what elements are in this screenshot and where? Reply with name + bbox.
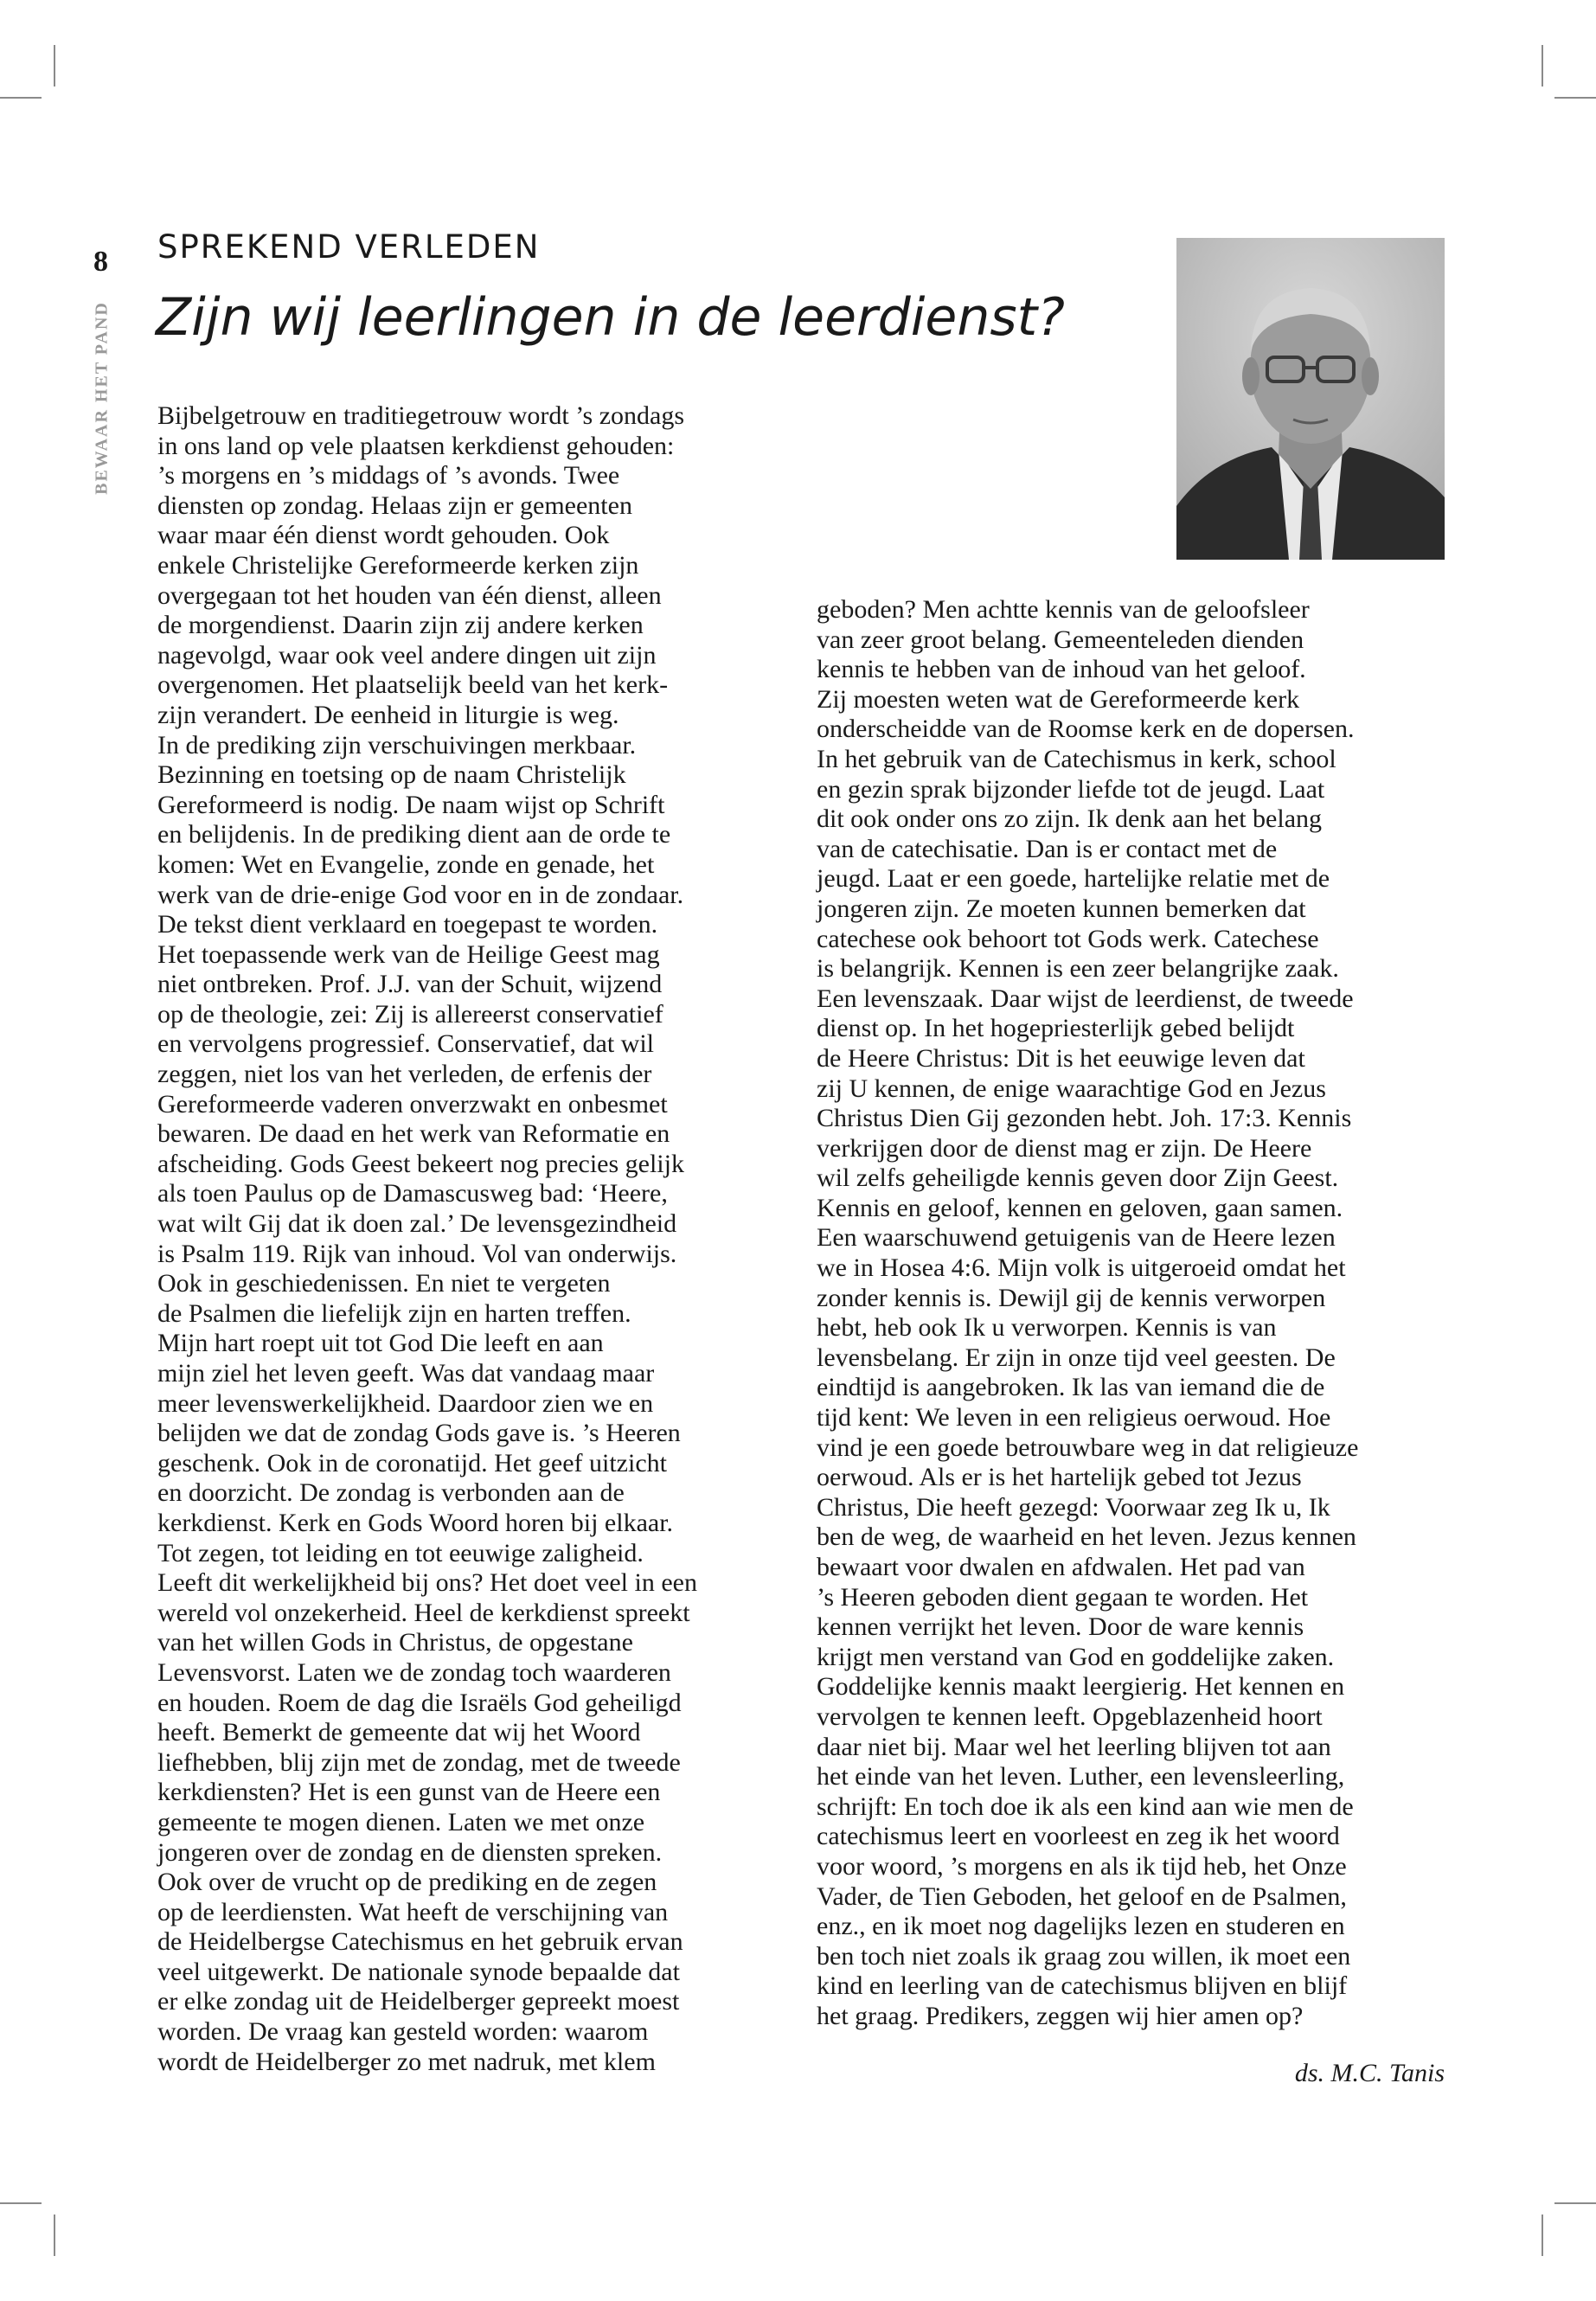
- article-column-right: geboden? Men achtte kennis van de geloofsleer van zeer groot belang. Gemeenteleden dienden kennis te hebben van de inhoud van het geloof. Zij moesten weten wat de Gereformeerde kerk onderscheidde van de Roomse kerk en de dopersen. In het gebruik van de Catechismus in kerk, school en gezin sprak bijzonder liefde tot de jeugd. Laat dit ook onder ons zo zijn. Ik denk aan het belang van de catechisatie. Dan is er contact met de jeugd. Laat er een goede, hartelijke relatie met de jongeren zijn. Ze moeten kunnen bemerken dat catechese ook behoort tot Gods werk. Catechese is belangrijk. Kennen is een zeer belangrijke zaak. Een levenszaak. Daar wijst de leerdienst, de tweede dienst op. In het hogepriesterlijk gebed belijdt de Heere Christus: Dit is het eeuwige leven dat zij U kennen, de enige waarachtige God en Jezus Christus Dien Gij gezonden hebt. Joh. 17:3. Kennis verkrijgen door de dienst mag er zijn. De Heere wil zelfs geheiligde kennis geven door Zijn Geest. Kennis en geloof, kennen en geloven, gaan samen. Een waarschuwend getuigenis van de Heere lezen we in Hosea 4:6. Mijn volk is uitgeroeid omdat het zonder kennis is. Dewijl gij de kennis verworpen hebt, heb ook Ik u verworpen. Kennis is van levensbelang. Er zijn in onze tijd veel geesten. De eindtijd is aangebroken. Ik las van iemand die de tijd kent: We leven in een religieus oerwoud. Hoe vind je een goede betrouwbare weg in dat religieuze oerwoud. Als er is het hartelijk gebed tot Jezus Christus, Die heeft gezegd: Voorwaar zeg Ik u, Ik ben de weg, de waarheid en het leven. Jezus kennen bewaart voor dwalen en afdwalen. Het pad van ’s Heeren geboden dient gegaan te worden. Het kennen verrijkt het leven. Door de ware kennis krijgt men verstand van God en goddelijke zaken. Goddelijke kennis maakt leergierig. Het kennen en vervolgen te kennen leeft. Opgeblazenheid hoort daar niet bij. Maar wel het leerling blijven tot aan het einde van het leven. Luther, een levensleerling, schrijft: En toch doe ik als een kind aan wie men de catechismus leert en voorleest en zeg ik het woord voor woord, ’s morgens en als ik tijd heb, het Onze Vader, de Tien Geboden, het geloof en de Psalmen, enz., en ik moet nog dagelijks lezen en studeren en ben toch niet zoals ik graag zou willen, ik moet een kind en leerling van de catechismus blijven en blijf het graag. Predikers, zeggen wij hier amen op?: [817, 595, 1359, 2030]
- crop-mark: [54, 2214, 55, 2256]
- author-portrait-photo: [1176, 238, 1445, 560]
- section-label: SPREKEND VERLEDEN: [157, 228, 541, 266]
- crop-mark: [0, 97, 42, 99]
- page-number: 8: [93, 246, 108, 278]
- running-head: [85, 294, 119, 502]
- crop-mark: [1554, 2202, 1596, 2204]
- portrait-illustration: [1176, 238, 1445, 560]
- article-column-left: Bijbelgetrouw en traditiegetrouw wordt ’s zondags in ons land op vele plaatsen kerkdienst gehouden: ’s morgens en ’s middags of ’s avonds. Twee diensten op zondag. Helaas zijn er gemeenten waar maar één dienst wordt gehouden. Ook enkele Christelijke Gereformeerde kerken zijn overgegaan tot het houden van één dienst, alleen de morgendienst. Daarin zijn zij andere kerken nagevolgd, waar ook veel andere dingen uit zijn overgenomen. Het plaatselijk beeld van het kerk- zijn verandert. De eenheid in liturgie is weg. In de prediking zijn verschuivingen merkbaar. Bezinning en toetsing op de naam Christelijk Gereformeerd is nodig. De naam wijst op Schrift en belijdenis. In de prediking dient aan de orde te komen: Wet en Evangelie, zonde en genade, het werk van de drie-enige God voor en in de zondaar. De tekst dient verklaard en toegepast te worden. Het toepassende werk van de Heilige Geest mag niet ontbreken. Prof. J.J. van der Schuit, wijzend op de theologie, zei: Zij is allereerst conservatief en vervolgens progressief. Conservatief, dat wil zeggen, niet los van het verleden, de erfenis der Gereformeerde vaderen onverzwakt en onbesmet bewaren. De daad en het werk van Reformatie en afscheiding. Gods Geest bekeert nog precies gelijk als toen Paulus op de Damascusweg bad: ‘Heere, wat wilt Gij dat ik doen zal.’ De levensgezindheid is Psalm 119. Rijk van inhoud. Vol van onderwijs. Ook in geschiedenissen. En niet te vergeten de Psalmen die liefelijk zijn en harten treffen. Mijn hart roept uit tot God Die leeft en aan mijn ziel het leven geeft. Was dat vandaag maar meer levenswerkelijkheid. Daardoor zien we en belijden we dat de zondag Gods gave is. ’s Heeren geschenk. Ook in de coronatijd. Het geef uitzicht en doorzicht. De zondag is verbonden aan de kerkdienst. Kerk en Gods Woord horen bij elkaar. Tot zegen, tot leiding en tot eeuwige zaligheid. Leeft dit werkelijkheid bij ons? Het doet veel in een wereld vol onzekerheid. Heel de kerkdienst spreekt van het willen Gods in Christus, de opgestane Levensvorst. Laten we de zondag toch waarderen en houden. Roem de dag die Israëls God geheiligd heeft. Bemerkt de gemeente dat wij het Woord liefhebben, blij zijn met de zondag, met de tweede kerkdiensten? Het is een gunst van de Heere een gemeente te mogen dienen. Laten we met onze jongeren over de zondag en de diensten spreken. Ook over de vrucht op de prediking en de zegen op de leerdiensten. Wat heeft de verschijning van de Heidelbergse Catechismus en het gebruik ervan veel uitgewerkt. De nationale synode bepaalde dat er elke zondag uit de Heidelberger gepreekt moest worden. De vraag kan gesteld worden: waarom wordt de Heidelberger zo met nadruk, met klem: [157, 401, 697, 2076]
- article-title: Zijn wij leerlingen in de leerdienst?: [156, 287, 1065, 348]
- running-head-label: BEWAAR HET PAND: [92, 301, 112, 495]
- crop-mark: [1554, 97, 1596, 99]
- author-signature: ds. M.C. Tanis: [1294, 2059, 1445, 2087]
- crop-mark: [1542, 45, 1543, 87]
- crop-mark: [1542, 2214, 1543, 2256]
- crop-mark: [54, 45, 55, 87]
- crop-mark: [0, 2202, 42, 2204]
